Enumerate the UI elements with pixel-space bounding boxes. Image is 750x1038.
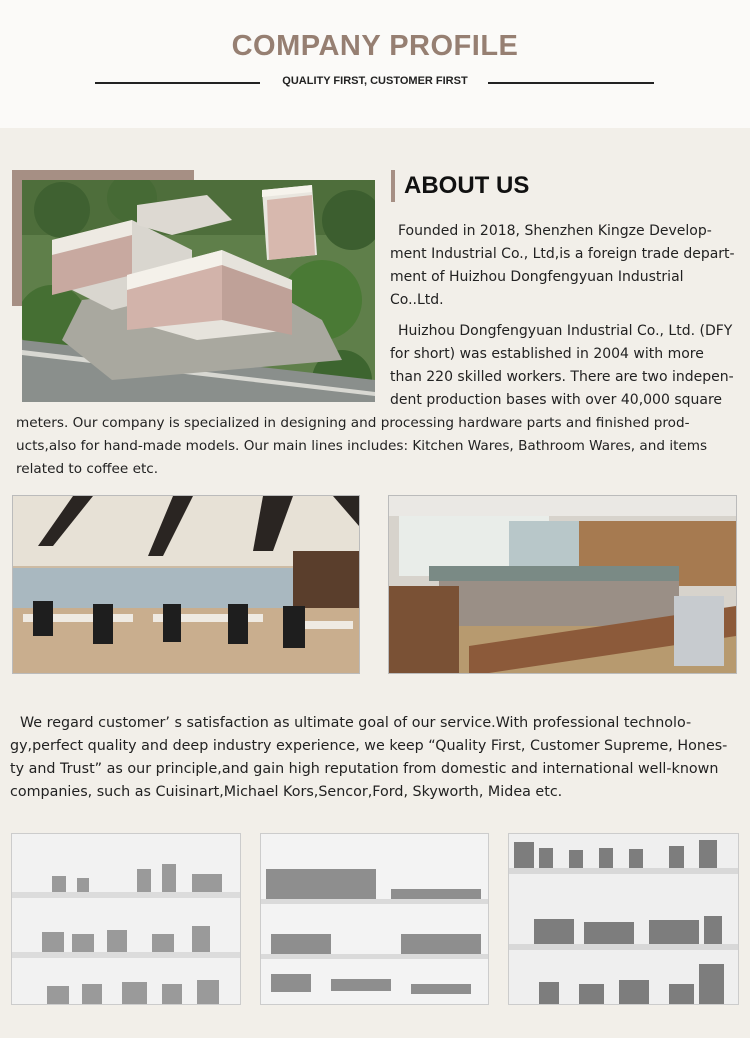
about-p2-line: related to coffee etc. — [16, 461, 159, 477]
about-p2-line: dent production bases with over 40,000 square — [390, 392, 723, 408]
about-p1-line: ment of Huizhou Dongfengyuan Industrial — [390, 269, 684, 285]
product-shelf-photo — [260, 833, 489, 1005]
about-p2-line: ucts,also for hand-made models. Our main lines includes: Kitchen Wares, Bathroom Wares, and items — [16, 438, 708, 454]
about-p1-line: ment Industrial Co., Ltd,is a foreign trade depart- — [390, 246, 735, 262]
statement-line: We regard customer’ s satisfaction as ultimate goal of our service.With professional technolo- — [20, 715, 692, 731]
statement-line: ty and Trust” as our principle,and gain high reputation from domestic and international well-known — [10, 761, 719, 777]
about-p2-line: than 220 skilled workers. There are two indepen- — [390, 369, 734, 385]
about-p1-line: Co..Ltd. — [390, 292, 444, 308]
product-shelf-photo — [11, 833, 241, 1005]
about-accent-bar — [391, 170, 395, 202]
product-shelf-photo — [508, 833, 739, 1005]
factory-aerial-photo — [22, 180, 375, 402]
about-p2-line: Huizhou Dongfengyuan Industrial Co., Ltd. (DFY — [398, 323, 733, 339]
about-p1-line: Founded in 2018, Shenzhen Kingze Develop- — [398, 223, 712, 239]
tagline: QUALITY FIRST, CUSTOMER FIRST — [282, 75, 468, 87]
statement-line: companies, such as Cuisinart,Michael Kors,Sencor,Ford, Skyworth, Midea etc. — [10, 784, 563, 800]
page-header — [0, 0, 750, 128]
office-photo-open-plan — [12, 495, 360, 674]
office-photo-workstations — [388, 495, 737, 674]
about-p2-line: for short) was established in 2004 with more — [390, 346, 704, 362]
about-p2-line: meters. Our company is specialized in designing and processing hardware parts and finished prod- — [16, 415, 690, 431]
divider-right — [488, 82, 654, 84]
about-heading: ABOUT US — [404, 172, 530, 199]
page-title: COMPANY PROFILE — [231, 30, 519, 62]
statement-line: gy,perfect quality and deep industry experience, we keep “Quality First, Customer Supreme, Hones- — [10, 738, 728, 754]
